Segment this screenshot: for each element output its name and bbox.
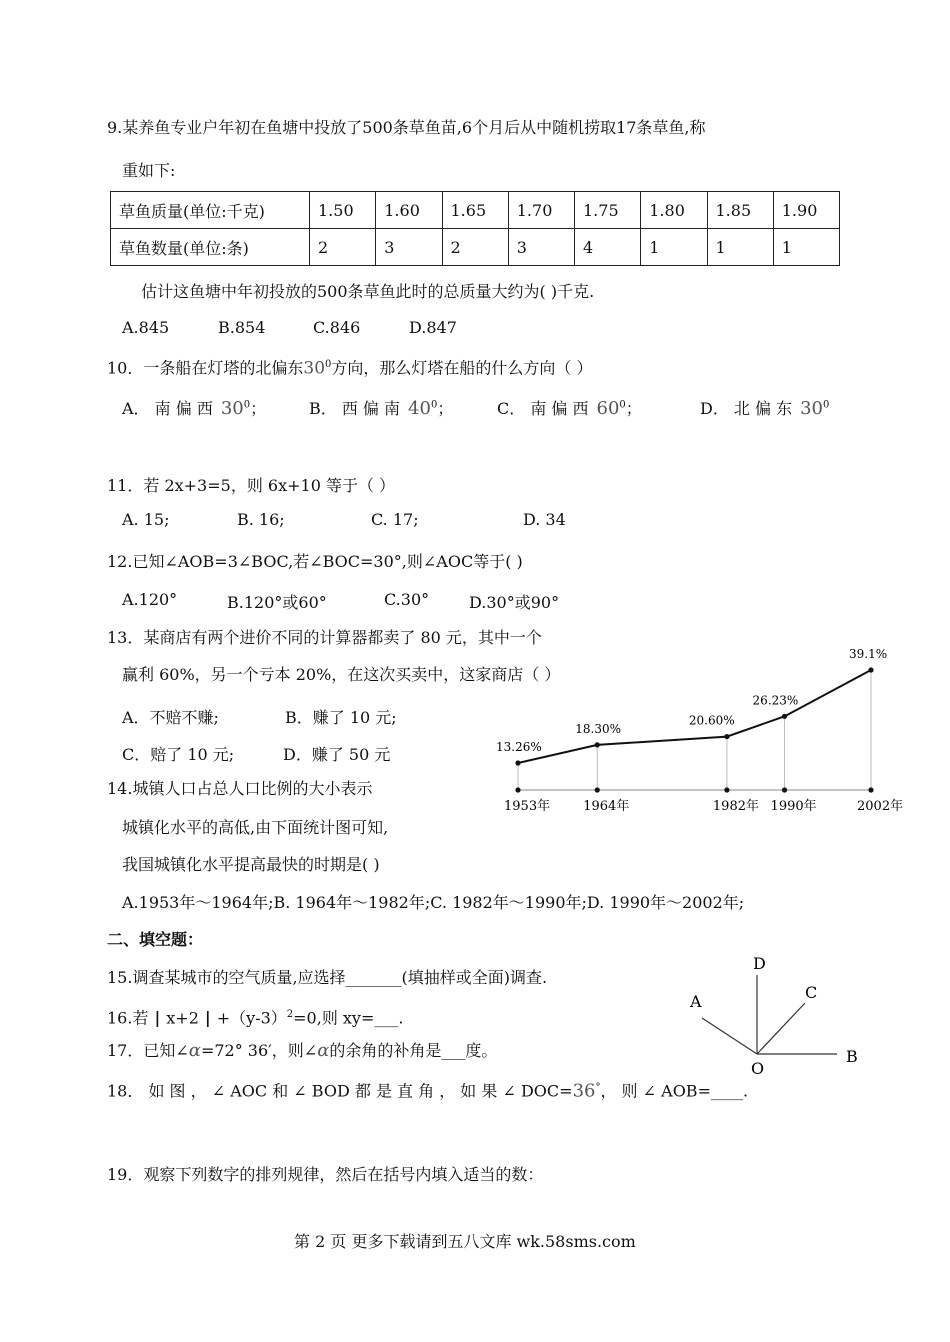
table-cell: 3 bbox=[376, 229, 442, 266]
ray-oc bbox=[757, 1003, 805, 1054]
data-point bbox=[515, 760, 520, 765]
q10-option-b-num: 40 bbox=[408, 398, 431, 419]
label-a: A bbox=[690, 992, 702, 1011]
q18-angle: 36 bbox=[572, 1080, 596, 1102]
table-cell: 3 bbox=[508, 229, 574, 266]
data-label: 26.23% bbox=[752, 693, 799, 708]
table-cell: 1 bbox=[773, 229, 839, 266]
label-d: D bbox=[753, 954, 766, 973]
q12-option-b: B.120°或60° bbox=[227, 593, 327, 612]
abs-bar-left: | bbox=[154, 1008, 161, 1028]
table-cell: 1.70 bbox=[508, 192, 574, 229]
q9-option-a: A.845 bbox=[122, 318, 170, 337]
table-cell: 草鱼数量(单位:条) bbox=[111, 229, 310, 266]
q17-stem bbox=[107, 1041, 497, 1061]
q10-option-d-label: D． 北 偏 东 bbox=[700, 399, 793, 418]
q18-stem bbox=[107, 1078, 748, 1101]
table-cell: 4 bbox=[575, 229, 641, 266]
data-point bbox=[595, 742, 600, 747]
tick-label: 1964年 bbox=[583, 799, 630, 814]
q17-pre: 17．已知∠ bbox=[107, 1041, 189, 1060]
q9-line2: 重如下: bbox=[122, 161, 176, 180]
q12-option-a: A.120° bbox=[122, 590, 178, 609]
angle-figure bbox=[680, 950, 870, 1080]
label-c: C bbox=[805, 983, 818, 1002]
q19-stem: 19．观察下列数字的排列规律，然后在括号内填入适当的数： bbox=[107, 1165, 544, 1184]
data-label: 18.30% bbox=[575, 721, 622, 736]
q10-option-a-sep: ； bbox=[250, 399, 267, 418]
label-b: B bbox=[846, 1047, 858, 1066]
q16-exponent: 2 bbox=[286, 1009, 294, 1020]
q18-pre: 18． 如 图 ， ∠ AOC 和 ∠ BOD 都 是 直 角 ， 如 果 ∠ DOC= bbox=[107, 1081, 573, 1101]
tick-label: 1982年 bbox=[712, 799, 760, 814]
q11-stem: 11．若 2x+3=5，则 6x+10 等于（ ） bbox=[107, 476, 396, 495]
table-cell: 2 bbox=[310, 229, 376, 266]
label-o: O bbox=[751, 1059, 765, 1078]
q11-option-b: B. 16; bbox=[237, 510, 285, 529]
q10-option-b-sep: ； bbox=[437, 399, 454, 418]
q17-alpha-2: α bbox=[317, 1040, 330, 1061]
data-point bbox=[868, 667, 873, 672]
q13-option-c: C．赔了 10 元; bbox=[122, 745, 235, 764]
data-point bbox=[724, 734, 729, 739]
q13-option-d: D．赚了 50 元 bbox=[283, 745, 391, 764]
q11-option-c: C. 17; bbox=[371, 510, 419, 529]
q17-mid: =72° 36′，则∠ bbox=[200, 1041, 318, 1060]
ray-oa bbox=[702, 1018, 757, 1054]
axis-point bbox=[595, 787, 600, 792]
data-label: 20.60% bbox=[688, 713, 735, 728]
table-cell: 1.75 bbox=[575, 192, 641, 229]
q14-options: A.1953年～1964年;B. 1964年～1982年;C. 1982年～1990年;D. 1990年～2002年; bbox=[122, 893, 745, 912]
axis-point bbox=[515, 787, 520, 792]
q13-line1: 13．某商店有两个进价不同的计算器都卖了 80 元，其中一个 bbox=[107, 628, 542, 647]
q16-abs: x+2 bbox=[166, 1008, 199, 1028]
table-cell: 1.90 bbox=[773, 192, 839, 229]
axis-point bbox=[868, 787, 873, 792]
tick-label: 2002年 bbox=[857, 799, 904, 814]
q18-degree: ° bbox=[595, 1082, 601, 1093]
table-cell: 2 bbox=[442, 229, 508, 266]
q10-stem-end: 方向，那么灯塔在船的什么方向（ ） bbox=[331, 358, 593, 378]
table-cell: 草鱼质量(单位:千克) bbox=[111, 192, 310, 229]
table-cell: 1.50 bbox=[310, 192, 376, 229]
table-cell: 1 bbox=[641, 229, 707, 266]
q9-option-d: D.847 bbox=[409, 318, 457, 337]
q15-stem: 15.调查某城市的空气质量,应选择_______(填抽样或全面)调查. bbox=[107, 968, 548, 987]
data-point bbox=[782, 714, 787, 719]
q16-pre: 16.若 bbox=[107, 1008, 149, 1028]
q12-option-d: D.30°或90° bbox=[469, 593, 560, 612]
q17-post: 的余角的补角是___度。 bbox=[329, 1041, 498, 1060]
tick-label: 1953年 bbox=[504, 799, 551, 814]
q18-post: ， 则 ∠ AOB=____. bbox=[600, 1081, 749, 1101]
q12-option-c: C.30° bbox=[384, 590, 430, 609]
q10-option-c-label: C． 南 偏 西 bbox=[497, 399, 589, 418]
table-cell: 1.80 bbox=[641, 192, 707, 229]
q14-line1: 14.城镇人口占总人口比例的大小表示 bbox=[107, 779, 373, 798]
q10-option-a-num: 30 bbox=[220, 398, 244, 419]
axis-point bbox=[724, 787, 729, 792]
q11-option-d: D. 34 bbox=[523, 510, 566, 529]
q13-option-a: A．不赔不赚; bbox=[122, 708, 219, 727]
q10-option-b-deg: 0 bbox=[430, 399, 438, 411]
q10-option-c-sep: ； bbox=[625, 399, 642, 418]
q10-option-b-label: B． 西 偏 南 bbox=[309, 399, 401, 418]
q16-mid: +（y-3） bbox=[216, 1008, 287, 1028]
table-cell: 1.65 bbox=[442, 192, 508, 229]
q13-option-b: B．赚了 10 元; bbox=[285, 708, 397, 727]
table-cell: 1.60 bbox=[376, 192, 442, 229]
abs-bar-right: | bbox=[204, 1008, 211, 1028]
data-label: 39.1% bbox=[849, 647, 888, 661]
q9-line3: 估计这鱼塘中年初投放的500条草鱼此时的总质量大约为( )千克. bbox=[141, 282, 595, 301]
q9-line1: 9.某养鱼专业户年初在鱼塘中投放了500条草鱼苗,6个月后从中随机捞取17条草鱼,称 bbox=[107, 118, 706, 137]
q10-option-d-deg: 0 bbox=[823, 399, 830, 411]
q13-line2: 赢利 60%，另一个亏本 20%，在这次买卖中，这家商店（ ） bbox=[122, 665, 561, 684]
q9-option-b: B.854 bbox=[218, 318, 266, 337]
table-cell: 1.85 bbox=[707, 192, 773, 229]
q17-alpha: α bbox=[188, 1040, 201, 1061]
q16-post: =0,则 xy=___. bbox=[293, 1008, 404, 1028]
q14-line3: 我国城镇化水平提高最快的时期是( ) bbox=[122, 855, 380, 874]
axis-point bbox=[782, 787, 787, 792]
q10-degree: 0 bbox=[325, 359, 332, 370]
q12-stem: 12.已知∠AOB=3∠BOC,若∠BOC=30°,则∠AOC等于( ) bbox=[107, 552, 523, 571]
q10-option-a-label: A． 南 偏 西 bbox=[122, 399, 213, 418]
q14-line2: 城镇化水平的高低,由下面统计图可知, bbox=[122, 818, 389, 837]
q11-option-a: A. 15; bbox=[122, 510, 170, 529]
q10-angle: 30 bbox=[303, 358, 326, 379]
section-title: 二、填空题： bbox=[107, 930, 204, 949]
q10-option-d-num: 30 bbox=[800, 398, 823, 419]
page-footer: 第 2 页 更多下载请到五八文库 wk.58sms.com bbox=[294, 1232, 636, 1251]
q10-stem-text: 10．一条船在灯塔的北偏东 bbox=[107, 358, 304, 378]
q10-option-c-num: 60 bbox=[596, 398, 620, 419]
q10-option-a-deg: 0 bbox=[243, 399, 251, 411]
tick-label: 1990年 bbox=[770, 799, 817, 814]
q16-stem bbox=[107, 1005, 403, 1028]
table-cell: 1 bbox=[707, 229, 773, 266]
data-label: 13.26% bbox=[496, 740, 542, 754]
q9-option-c: C.846 bbox=[313, 318, 361, 337]
q10-option-c-deg: 0 bbox=[619, 399, 626, 411]
